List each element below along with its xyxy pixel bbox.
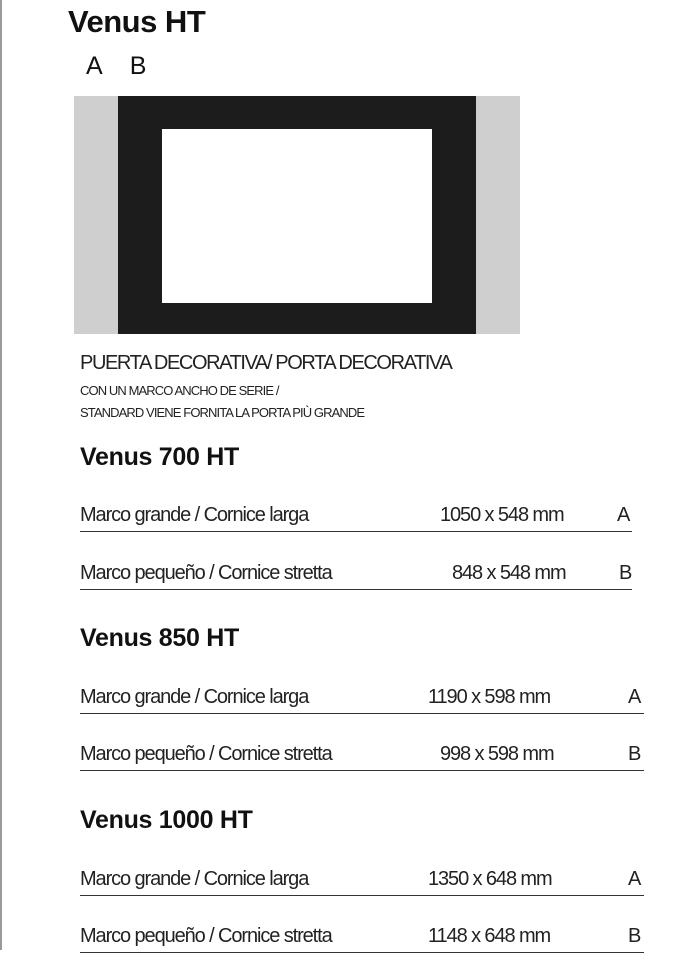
spec-row-850-large <box>80 686 644 714</box>
row-underline <box>80 589 632 590</box>
page-left-rule <box>0 0 2 950</box>
spec-row-850-small <box>80 743 644 771</box>
page-title: Venus HT <box>68 4 206 39</box>
row-description: Marco pequeño / Cornice stretta <box>80 925 332 947</box>
model-title-1000: Venus 1000 HT <box>80 806 253 834</box>
row-dimensions: 848 x 548 mm <box>452 562 566 584</box>
door-frame-small <box>118 96 476 334</box>
row-underline <box>80 531 632 532</box>
model-title-850: Venus 850 HT <box>80 624 239 652</box>
row-dimensions: 1148 x 648 mm <box>428 925 551 947</box>
door-glass-opening <box>162 129 432 303</box>
caption-line-1: CON UN MARCO ANCHO DE SERIE / <box>80 383 279 398</box>
spec-row-700-small <box>80 562 632 590</box>
label-b: B <box>129 52 147 80</box>
caption-line-2: STANDARD VIENE FORNITA LA PORTA PIÙ GRANDE <box>80 405 365 420</box>
row-underline <box>80 713 644 714</box>
row-dimensions: 1350 x 648 mm <box>428 868 552 890</box>
row-letter: B <box>628 743 642 765</box>
caption-main: PUERTA DECORATIVA/ PORTA DECORATIVA <box>80 352 452 374</box>
row-underline <box>80 952 644 953</box>
row-description: Marco grande / Cornice larga <box>80 504 309 526</box>
row-letter: B <box>619 562 633 584</box>
decorative-door-illustration <box>74 96 520 334</box>
row-dimensions: 1190 x 598 mm <box>428 686 551 708</box>
row-description: Marco pequeño / Cornice stretta <box>80 743 332 765</box>
row-description: Marco pequeño / Cornice stretta <box>80 562 332 584</box>
row-letter: B <box>628 925 642 947</box>
row-underline <box>80 895 644 896</box>
row-letter: A <box>617 504 631 526</box>
row-letter: A <box>628 686 642 708</box>
row-dimensions: 998 x 598 mm <box>440 743 554 765</box>
spec-row-1000-large <box>80 868 644 896</box>
row-description: Marco grande / Cornice larga <box>80 868 309 890</box>
spec-row-1000-small <box>80 925 644 953</box>
model-title-700: Venus 700 HT <box>80 443 239 471</box>
row-dimensions: 1050 x 548 mm <box>440 504 564 526</box>
spec-row-700-large <box>80 504 632 532</box>
row-letter: A <box>628 868 642 890</box>
row-underline <box>80 770 644 771</box>
frame-size-labels <box>86 52 146 81</box>
row-description: Marco grande / Cornice larga <box>80 686 309 708</box>
label-a: A <box>86 52 103 80</box>
